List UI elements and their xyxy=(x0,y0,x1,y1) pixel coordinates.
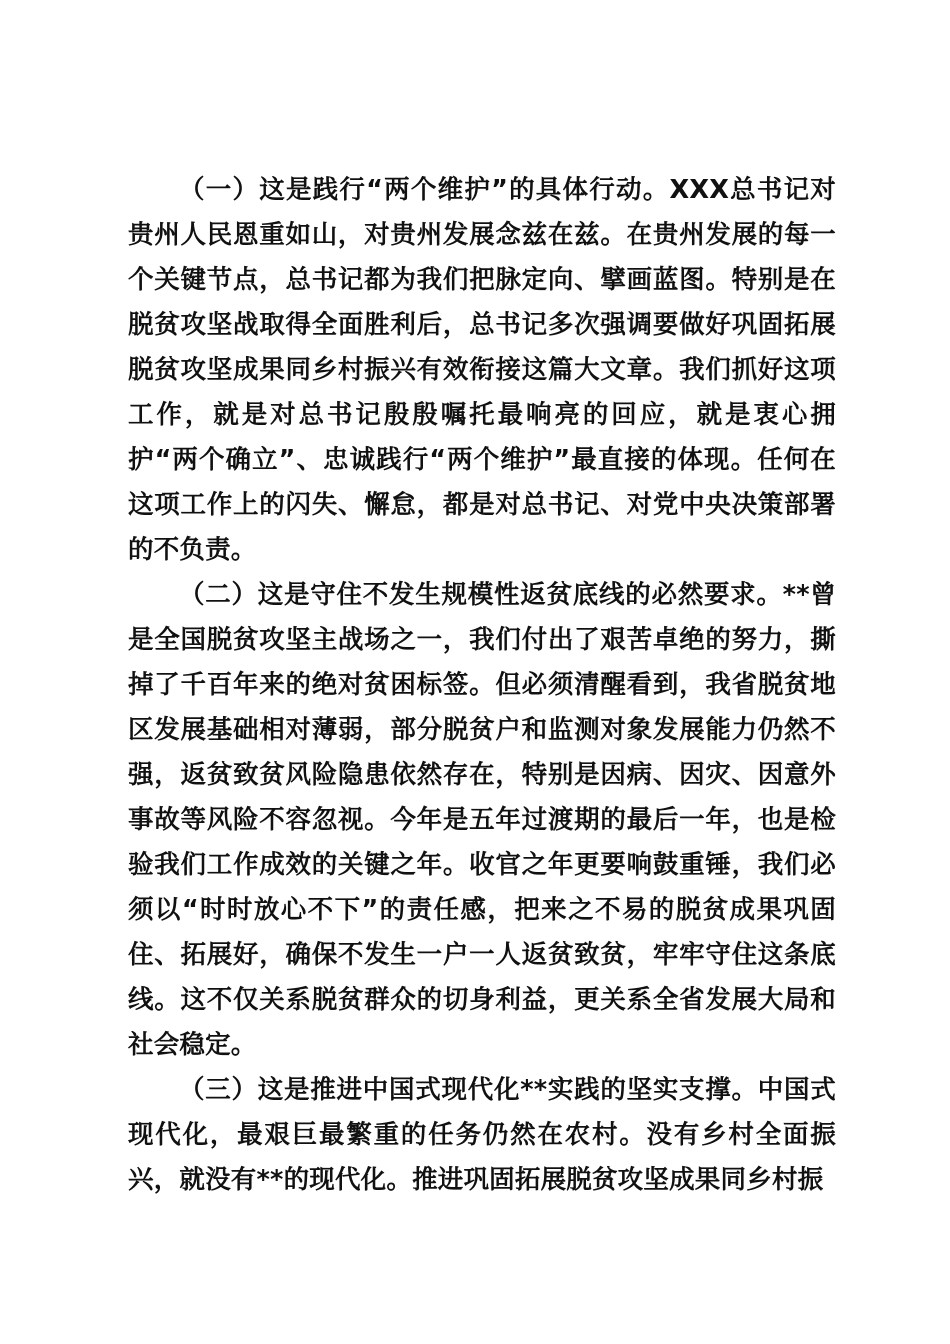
paragraph-three: （三）这是推进中国式现代化**实践的坚实支撑。中国式现代化，最艰巨最繁重的任务仍然在农村。没有乡村全面振兴，就没有**的现代化。推进巩固拓展脱贫攻坚成果同乡村振 xyxy=(128,1075,836,1195)
paragraph-one: （一）这是践行“两个维护”的具体行动。XXX总书记对贵州人民恩重如山，对贵州发展念兹在兹。在贵州发展的每一个关键节点，总书记都为我们把脉定向、擘画蓝图。特别是在脱贫攻坚战取得全面胜利后，总书记多次强调要做好巩固拓展脱贫攻坚成果同乡村振兴有效衔接这篇大文章。我们抓好这项工作，就是对总书记殷殷嘱托最响亮的回应，就是衷心拥护“两个确立”、忠诚践行“两个维护”最直接的体现。任何在这项工作上的闪失、懈怠，都是对总书记、对党中央决策部署的不负责。 xyxy=(128,175,836,565)
paragraph-two: （二）这是守住不发生规模性返贫底线的必然要求。**曾是全国脱贫攻坚主战场之一，我们付出了艰苦卓绝的努力，撕掉了千百年来的绝对贫困标签。但必须清醒看到，我省脱贫地区发展基础相对薄弱，部分脱贫户和监测对象发展能力仍然不强，返贫致贫风险隐患依然存在，特别是因病、因灾、因意外事故等风险不容忽视。今年是五年过渡期的最后一年，也是检验我们工作成效的关键之年。收官之年更要响鼓重锤，我们必须以“时时放心不下”的责任感，把来之不易的脱贫成果巩固住、拓展好，确保不发生一户一人返贫致贫，牢牢守住这条底线。这不仅关系脱贫群众的切身利益，更关系全省发展大局和社会稳定。 xyxy=(128,580,836,1060)
document-body xyxy=(128,168,836,1203)
